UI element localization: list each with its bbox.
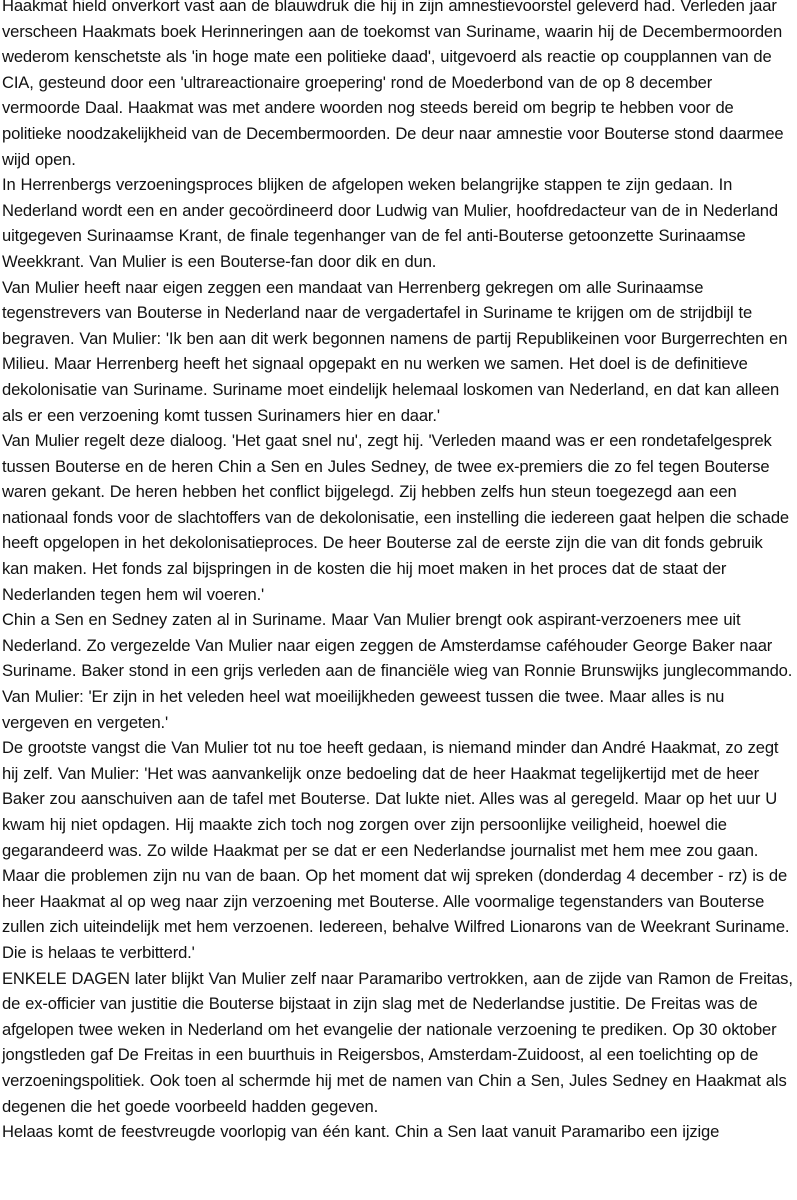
paragraph-haakmat-blueprint: Haakmat hield onverkort vast aan de blauwdruk die hij in zijn amnestievoorstel geleverd had. Verleden jaar verscheen Haakmats boek Herinneringen aan de toekomst van Suriname, waarin hij de Decembermoorden wederom kenschetste als 'in hoge mate een politieke daad', uitgevoerd als reactie op coupplannen van de CIA, gesteund door een 'ultrareactionaire groepering' rond de Moederbond van de op 8 december vermoorde Daal. Haakmat was met andere woorden nog steeds bereid om begrip te hebben voor de politieke noodzakelijkheid van de Decembermoorden. De deur naar amnestie voor Bouterse stond daarmee wijd open.: [2, 0, 784, 169]
paragraph-chin-a-sen-sedney: Chin a Sen en Sedney zaten al in Suriname. Maar Van Mulier brengt ook aspirant-verzoeners mee uit Nederland. Zo vergezelde Van Mulier naar eigen zeggen de Amsterdamse caféhouder George Baker naar Suriname. Baker stond in een grijs verleden aan de financiële wieg van Ronnie Brunswijks junglecommando. Van Mulier: 'Er zijn in het veleden heel wat moeilijkheden geweest tussen die twee. Maar alles is nu vergeven en vergeten.': [2, 610, 793, 732]
paragraph-dialogue: Van Mulier regelt deze dialoog. 'Het gaat snel nu', zegt hij. 'Verleden maand was er een rondetafelgesprek tussen Bouterse en de heren Chin a Sen en Jules Sedney, de twee ex-premiers die zo fel tegen Bouterse waren gekant. De heren hebben het conflict bijgelegd. Zij hebben zelfs hun steun toegezegd aan een nationaal fonds voor de slachtoffers van de dekolonisatie, een instelling die iedereen gaat helpen die schade heeft opgelopen in het dekolonisatieproces. De heer Bouterse zal de eerste zijn die van dit fonds gebruik kan maken. Het fonds zal bijspringen in de kosten die hij moet maken in het proces dat de staat der Nederlanden tegen hem wil voeren.': [2, 431, 789, 604]
paragraph-enkele-dagen: ENKELE DAGEN later blijkt Van Mulier zelf naar Paramaribo vertrokken, aan de zijde van Ramon de Freitas, de ex-officier van justitie die Bouterse bijstaat in zijn slag met de Nederlandse justitie. De Freitas was de afgelopen twee weken in Nederland om het evangelie der nationale verzoening te prediken. Op 30 oktober jongstleden gaf De Freitas in een buurthuis in Reigersbos, Amsterdam-Zuidoost, al een toelichting op de verzoeningspolitiek. Ook toen al schermde hij met de namen van Chin a Sen, Jules Sedney en Haakmat als degenen die het goede voorbeeld hadden gegeven.: [2, 968, 793, 1116]
paragraph-van-mulier-mandate: Van Mulier heeft naar eigen zeggen een mandaat van Herrenberg gekregen om alle Surinaamse tegenstrevers van Bouterse in Nederland naar de vergadertafel in Suriname te krijgen om de strijdbijl te begraven. Van Mulier: 'Ik ben aan dit werk begonnen namens de partij Republikeinen voor Burgerrechten en Milieu. Maar Herrenberg heeft het signaal opgepakt en nu werken we samen. Het doel is de definitieve dekolonisatie van Suriname. Suriname moet eindelijk helemaal loskomen van Nederland, en dat kan alleen als er een verzoening komt tussen Surinamers hier en daar.': [2, 277, 788, 425]
paragraph-feestvreugde: Helaas komt de feestvreugde voorlopig van één kant. Chin a Sen laat vanuit Paramaribo een ijzige: [2, 1122, 720, 1142]
paragraph-biggest-catch: De grootste vangst die Van Mulier tot nu toe heeft gedaan, is niemand minder dan André Haakmat, zo zegt hij zelf. Van Mulier: 'Het was aanvankelijk onze bedoeling dat de heer Haakmat tegelijkertijd met de heer Baker zou aanschuiven aan de tafel met Bouterse. Dat lukte niet. Alles was al geregeld. Maar op het uur U kwam hij niet opdagen. Hij maakte zich toch nog zorgen over zijn persoonlijke veiligheid, hoewel die gegarandeerd was. Zo wilde Haakmat per se dat er een Nederlandse journalist met hem mee zou gaan. Maar die problemen zijn nu van de baan. Op het moment dat wij spreken (donderdag 4 december - rz) is de heer Haakmat al op weg naar zijn verzoening met Bouterse. Alle voormalige tegenstanders van Bouterse zullen zich uiteindelijk met hem verzoenen. Iedereen, behalve Wilfred Lionarons van de Weekrant Suriname. Die is helaas te verbitterd.': [2, 738, 790, 962]
paragraph-reconciliation-process: In Herrenbergs verzoeningsproces blijken de afgelopen weken belangrijke stappen te zijn gedaan. In Nederland wordt een en ander gecoördineerd door Ludwig van Mulier, hoofdredacteur van de in Nederland uitgegeven Surinaamse Krant, de finale tegenhanger van de fel anti-Bouterse getoonzette Surinaamse Weekkrant. Van Mulier is een Bouterse-fan door dik en dun.: [2, 175, 778, 271]
